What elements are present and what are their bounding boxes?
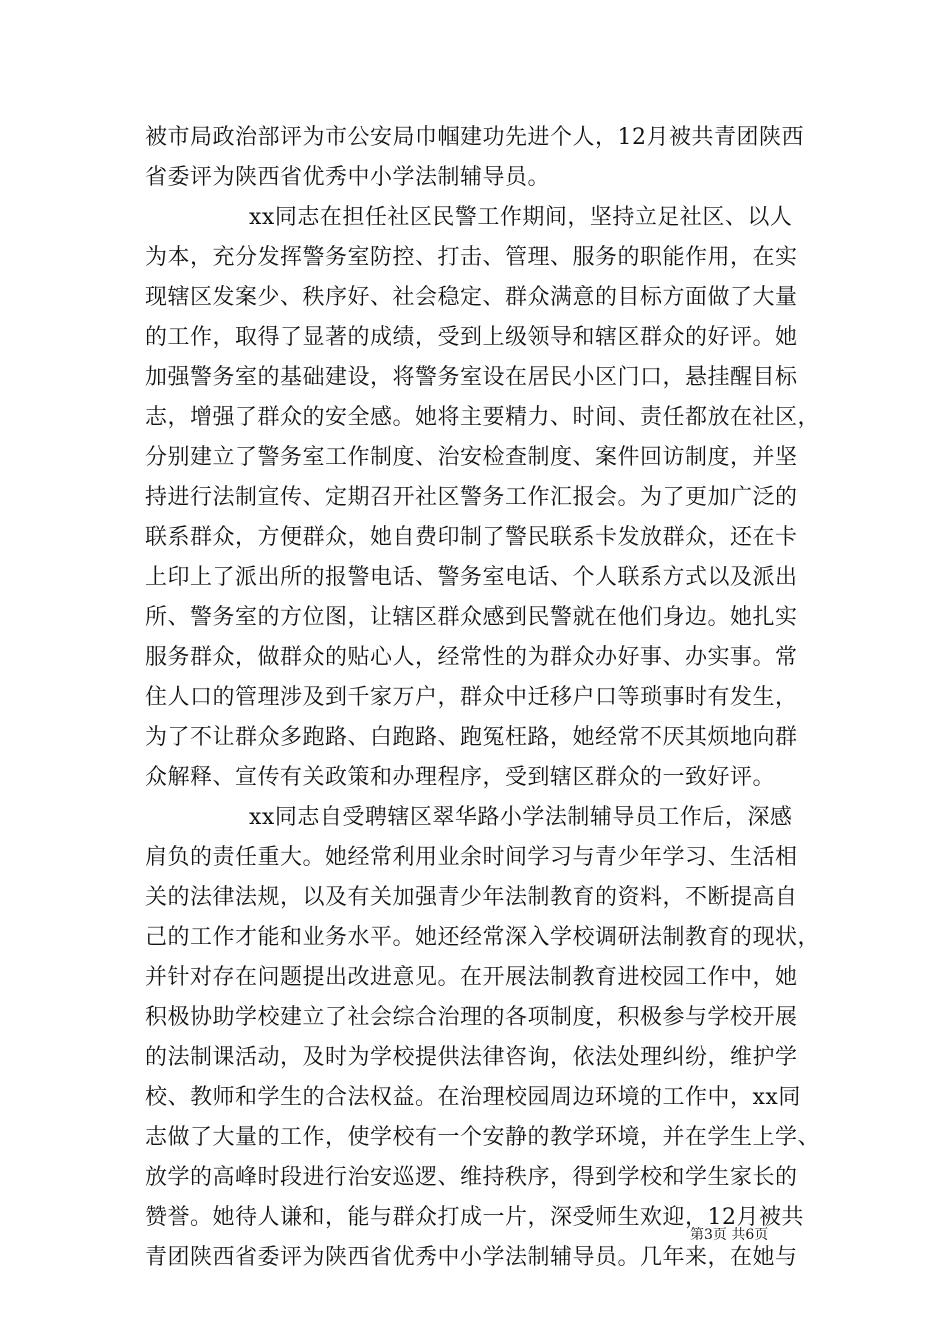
text-line: 放学的高峰时段进行治安巡逻、维持秩序，得到学校和学生家长的 [145,1165,798,1190]
text-line: 所、警务室的方位图，让辖区群众感到民警就在他们身边。她扎实 [145,605,798,630]
text-line: 志做了大量的工作，使学校有一个安静的教学环境，并在学生上学、 [145,1125,821,1150]
text-line: 上印上了派出所的报警电话、警务室电话、个人联系方式以及派出 [145,565,798,590]
text-line: 的工作，取得了显著的成绩，受到上级领导和辖区群众的好评。她 [145,325,798,350]
text-line: 持进行法制宣传、定期召开社区警务工作汇报会。为了更加广泛的 [145,485,798,510]
text-line: 众解释、宣传有关政策和办理程序，受到辖区群众的一致好评。 [145,765,776,790]
text-line: 服务群众，做群众的贴心人，经常性的为群众办好事、办实事。常 [145,645,798,670]
text-line: 肩负的责任重大。她经常利用业余时间学习与青少年学习、生活相 [145,845,798,870]
text-line: 关的法律法规，以及有关加强青少年法制教育的资料，不断提高自 [145,885,798,910]
paragraph-start-line: xx同志自受聘辖区翠华路小学法制辅导员工作后，深感 [249,805,793,830]
text-line: 赞誉。她待人谦和，能与群众打成一片，深受师生欢迎，12月被共 [145,1205,804,1230]
body-text [145,118,835,1278]
text-line: 省委评为陕西省优秀中小学法制辅导员。 [145,165,551,190]
page-number: 第3页 共6页 [690,1227,769,1243]
text-line: 住人口的管理涉及到千家万户，群众中迁移户口等琐事时有发生， [145,685,798,710]
text-line: 分别建立了警务室工作制度、治安检查制度、案件回访制度，并坚 [145,445,798,470]
text-line: 为了不让群众多跑路、白跑路、跑冤枉路，她经常不厌其烦地向群 [145,725,798,750]
text-line: 志，增强了群众的安全感。她将主要精力、时间、责任都放在社区， [145,405,821,430]
text-line: 己的工作才能和业务水平。她还经常深入学校调研法制教育的现状， [145,925,821,950]
text-line: 被市局政治部评为市公安局巾帼建功先进个人，12月被共青团陕西 [145,125,804,150]
text-line: 为本，充分发挥警务室防控、打击、管理、服务的职能作用，在实 [145,245,798,270]
text-line: 联系群众，方便群众，她自费印制了警民联系卡发放群众，还在卡 [145,525,798,550]
text-line: 加强警务室的基础建设，将警务室设在居民小区门口，悬挂醒目标 [145,365,798,390]
text-line: 并针对存在问题提出改进意见。在开展法制教育进校园工作中，她 [145,965,798,990]
paragraph-start-line: xx同志在担任社区民警工作期间，坚持立足社区、以人 [249,205,793,230]
text-line: 积极协助学校建立了社会综合治理的各项制度，积极参与学校开展 [145,1005,798,1030]
text-line: 的法制课活动，及时为学校提供法律咨询，依法处理纠纷，维护学 [145,1045,798,1070]
text-line: 青团陕西省委评为陕西省优秀中小学法制辅导员。几年来，在她与 [145,1245,798,1270]
text-line: 现辖区发案少、秩序好、社会稳定、群众满意的目标方面做了大量 [145,285,798,310]
text-line: 校、教师和学生的合法权益。在治理校园周边环境的工作中，xx同 [145,1085,801,1110]
